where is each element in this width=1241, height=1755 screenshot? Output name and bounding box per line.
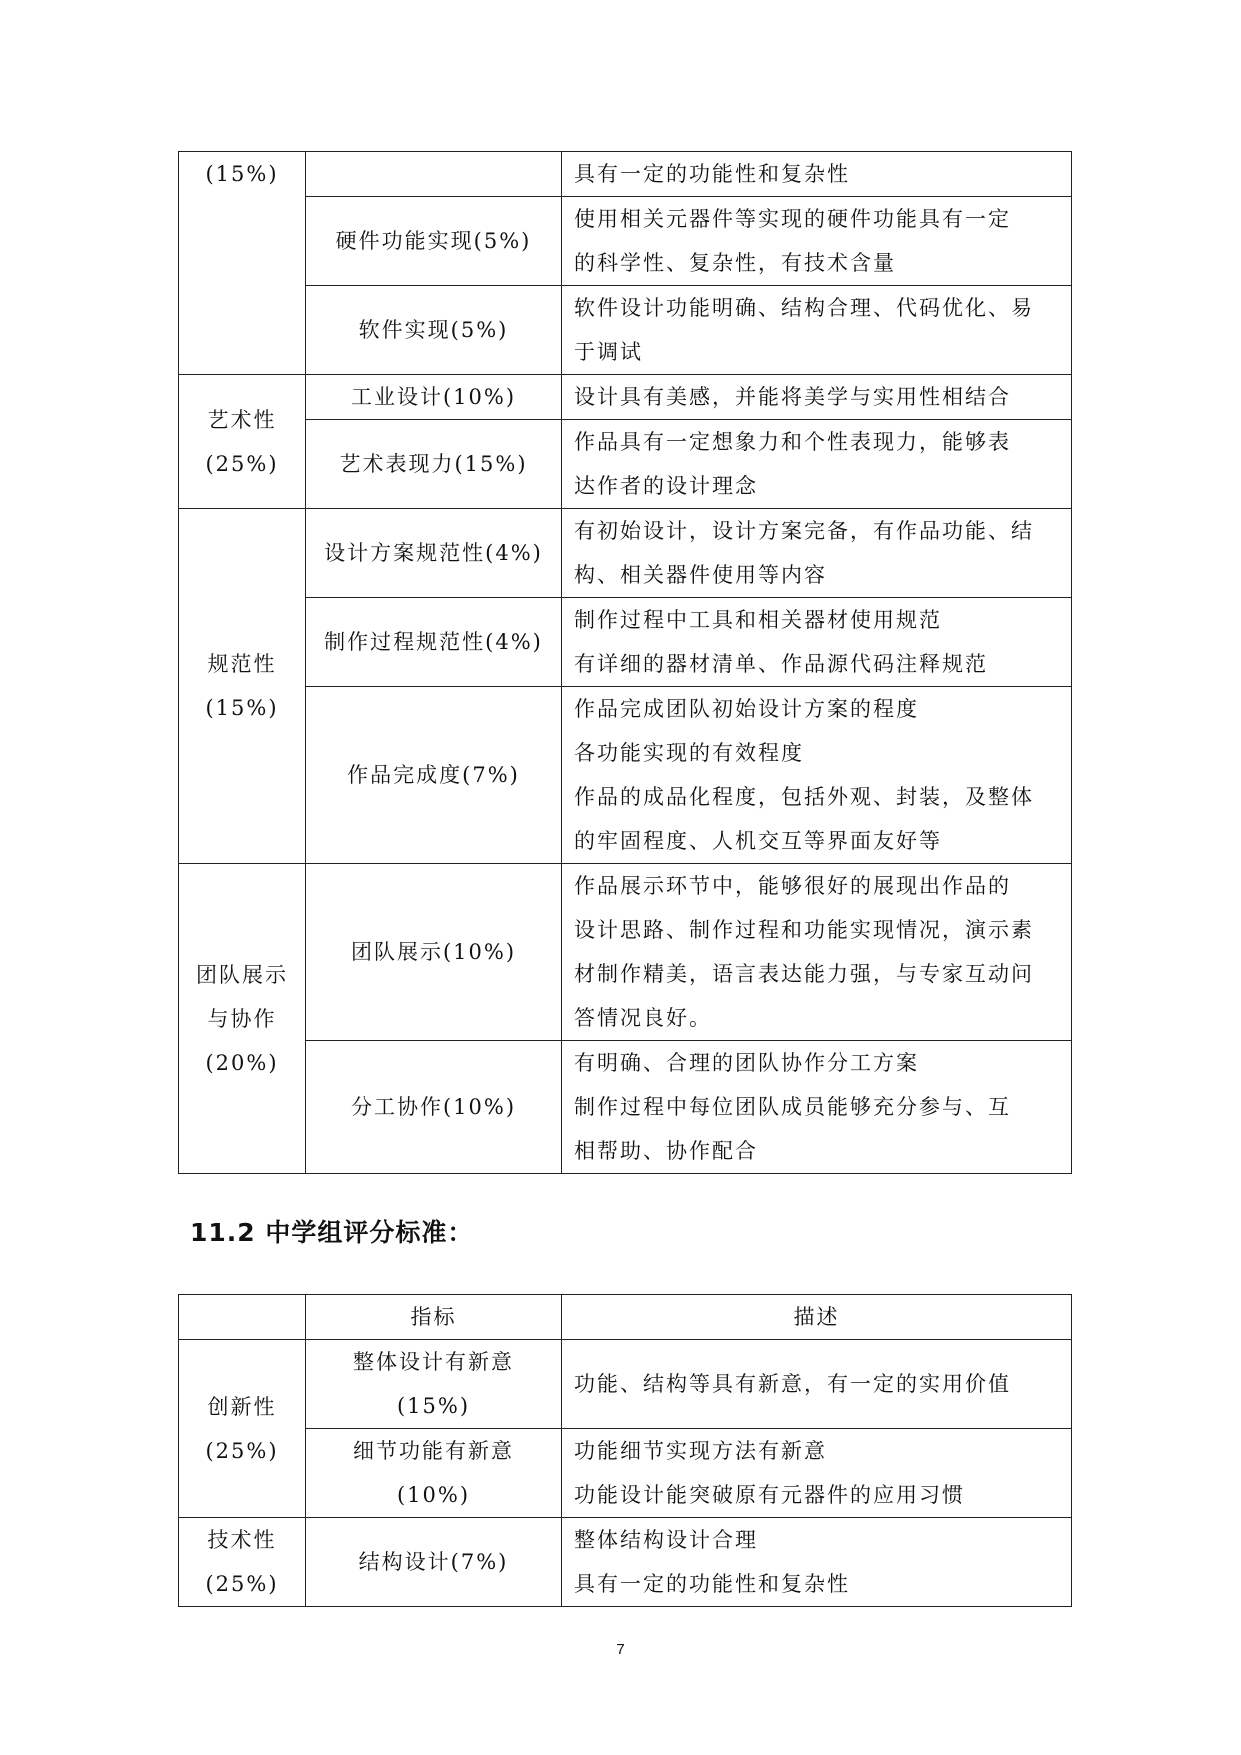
category-cell: 团队展示 与协作 (20%) [179,864,306,1174]
table-row [179,152,1072,197]
table-row [179,687,1072,864]
description-cell: 软件设计功能明确、结构合理、代码优化、易 于调试 [562,286,1072,375]
indicator-cell: 制作过程规范性(4%) [306,598,562,687]
table-row [179,598,1072,687]
table-row [179,375,1072,420]
indicator-cell: 硬件功能实现(5%) [306,197,562,286]
header-cell-indicator: 指标 [306,1295,562,1340]
table-row [179,509,1072,598]
description-cell: 作品具有一定想象力和个性表现力，能够表 达作者的设计理念 [562,420,1072,509]
indicator-cell: 结构设计(7%) [306,1518,562,1607]
table-row [179,420,1072,509]
table-header-row [179,1295,1072,1340]
description-cell: 使用相关元器件等实现的硬件功能具有一定 的科学性、复杂性，有技术含量 [562,197,1072,286]
indicator-cell: 艺术表现力(15%) [306,420,562,509]
table-row [179,286,1072,375]
table-row [179,197,1072,286]
description-cell: 整体结构设计合理 具有一定的功能性和复杂性 [562,1518,1072,1607]
indicator-cell: 整体设计有新意 (15%) [306,1340,562,1429]
indicator-cell: 分工协作(10%) [306,1041,562,1174]
description-cell: 设计具有美感，并能将美学与实用性相结合 [562,375,1072,420]
table-row [179,1041,1072,1174]
description-cell: 功能细节实现方法有新意 功能设计能突破原有元器件的应用习惯 [562,1429,1072,1518]
indicator-cell: 设计方案规范性(4%) [306,509,562,598]
description-cell: 制作过程中工具和相关器材使用规范 有详细的器材清单、作品源代码注释规范 [562,598,1072,687]
indicator-cell: 作品完成度(7%) [306,687,562,864]
description-cell: 功能、结构等具有新意，有一定的实用价值 [562,1340,1072,1429]
description-cell: 具有一定的功能性和复杂性 [562,152,1072,197]
indicator-cell [306,152,562,197]
category-cell: 创新性 (25%) [179,1340,306,1518]
indicator-cell: 细节功能有新意 (10%) [306,1429,562,1518]
table-row [179,1429,1072,1518]
category-cell: (15%) [179,152,306,375]
indicator-cell: 软件实现(5%) [306,286,562,375]
description-cell: 有明确、合理的团队协作分工方案 制作过程中每位团队成员能够充分参与、互 相帮助、协作配合 [562,1041,1072,1174]
category-cell: 技术性 (25%) [179,1518,306,1607]
table-row [179,1340,1072,1429]
middle-school-scoring-table [178,1294,1072,1607]
header-cell-empty [179,1295,306,1340]
scoring-table-continued [178,151,1072,1174]
section-title: 11.2 中学组评分标准： [190,1218,474,1247]
page-number: 7 [616,1641,625,1658]
indicator-cell: 团队展示(10%) [306,864,562,1041]
table-row [179,864,1072,1041]
description-cell: 作品展示环节中，能够很好的展现出作品的 设计思路、制作过程和功能实现情况，演示素 材制作精美，语言表达能力强，与专家互动问 答情况良好。 [562,864,1072,1041]
header-cell-description: 描述 [562,1295,1072,1340]
category-cell: 艺术性 (25%) [179,375,306,509]
table-row [179,1518,1072,1607]
description-cell: 有初始设计，设计方案完备，有作品功能、结 构、相关器件使用等内容 [562,509,1072,598]
indicator-cell: 工业设计(10%) [306,375,562,420]
category-cell: 规范性 (15%) [179,509,306,864]
description-cell: 作品完成团队初始设计方案的程度 各功能实现的有效程度 作品的成品化程度，包括外观、封装，及整体 的牢固程度、人机交互等界面友好等 [562,687,1072,864]
